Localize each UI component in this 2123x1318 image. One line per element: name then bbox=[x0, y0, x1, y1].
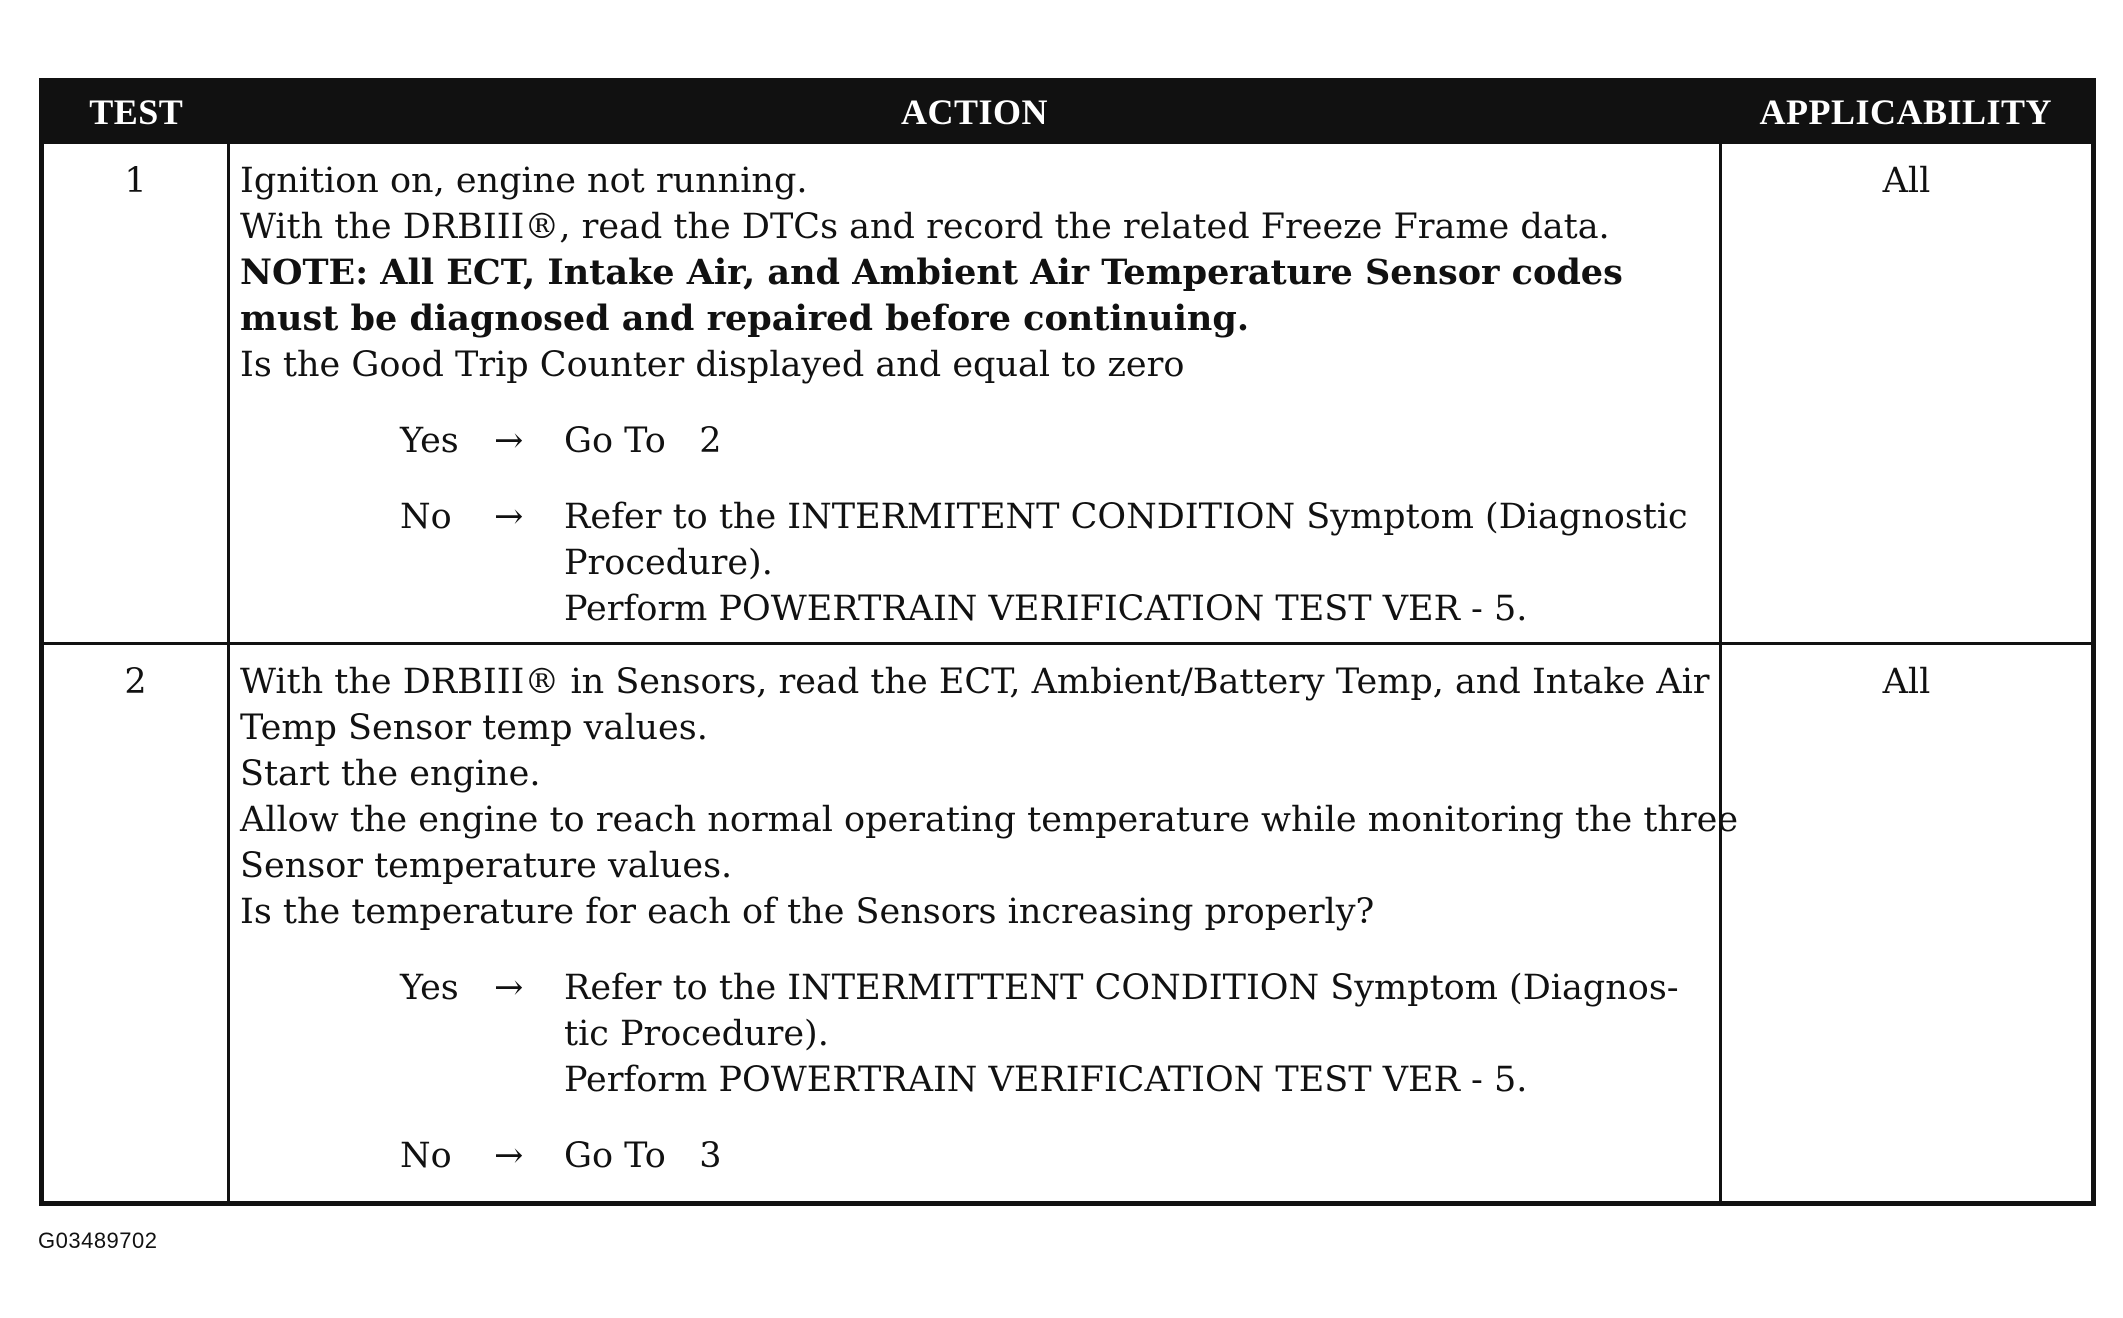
action-line: Sensor temperature values. bbox=[240, 846, 733, 886]
destination-line: Refer to the INTERMITENT CONDITION Symptom (Diagnostic bbox=[564, 497, 1688, 537]
action-question: Is the Good Trip Counter displayed and equal to zero bbox=[240, 345, 1185, 385]
destination-line: Go To 3 bbox=[564, 1136, 722, 1176]
applicability-cell: All bbox=[1721, 143, 2094, 644]
diagnostic-test-table bbox=[39, 78, 2096, 1206]
yes-destination bbox=[564, 418, 1711, 464]
action-line: Ignition on, engine not running. bbox=[240, 161, 808, 201]
yes-branch bbox=[400, 418, 1711, 464]
destination-line: Perform POWERTRAIN VERIFICATION TEST VER - 5. bbox=[564, 589, 1528, 629]
action-cell bbox=[229, 644, 1739, 1204]
no-label: No bbox=[400, 1136, 452, 1176]
destination-line: Go To 2 bbox=[564, 421, 722, 461]
action-line: Allow the engine to reach normal operating temperature while monitoring the three bbox=[240, 800, 1739, 840]
action-line: With the DRBIII® in Sensors, read the ECT, Ambient/Battery Temp, and Intake Air bbox=[240, 662, 1710, 702]
yes-label: Yes bbox=[400, 968, 459, 1008]
destination-line: tic Procedure). bbox=[564, 1014, 829, 1054]
no-destination bbox=[564, 1133, 1711, 1179]
table-row bbox=[42, 644, 2094, 1204]
header-test: TEST bbox=[42, 81, 229, 143]
yes-destination bbox=[564, 965, 1711, 1103]
action-line: Temp Sensor temp values. bbox=[240, 708, 708, 748]
no-branch bbox=[400, 1133, 1711, 1179]
yes-label: Yes bbox=[400, 421, 459, 461]
destination-line: Refer to the INTERMITTENT CONDITION Symptom (Diagnos- bbox=[564, 968, 1679, 1008]
figure-id: G03489702 bbox=[38, 1228, 158, 1253]
no-branch bbox=[400, 494, 1711, 632]
destination-line: Perform POWERTRAIN VERIFICATION TEST VER - 5. bbox=[564, 1060, 1528, 1100]
action-line: With the DRBIII®, read the DTCs and record the related Freeze Frame data. bbox=[240, 207, 1610, 247]
table-row bbox=[42, 143, 2094, 644]
action-note: NOTE: All ECT, Intake Air, and Ambient Air Temperature Sensor codes must be diagnosed and repaired before continuing. bbox=[240, 252, 1623, 339]
arrow-icon: → bbox=[494, 421, 524, 461]
action-cell bbox=[229, 143, 1721, 644]
header-action: ACTION bbox=[229, 81, 1721, 143]
test-number: 1 bbox=[42, 143, 229, 644]
arrow-icon: → bbox=[494, 1136, 524, 1176]
arrow-icon: → bbox=[494, 968, 524, 1008]
test-number: 2 bbox=[42, 644, 229, 1204]
applicability-cell: All bbox=[1721, 644, 2094, 1204]
yes-branch bbox=[400, 965, 1711, 1103]
header-applicability: APPLICABILITY bbox=[1721, 81, 2094, 143]
table-header-row bbox=[42, 81, 2094, 143]
destination-line: Procedure). bbox=[564, 543, 773, 583]
arrow-icon: → bbox=[494, 497, 524, 537]
action-line: Start the engine. bbox=[240, 754, 541, 794]
no-label: No bbox=[400, 497, 452, 537]
action-question: Is the temperature for each of the Sensors increasing properly? bbox=[240, 892, 1375, 932]
no-destination bbox=[564, 494, 1711, 632]
